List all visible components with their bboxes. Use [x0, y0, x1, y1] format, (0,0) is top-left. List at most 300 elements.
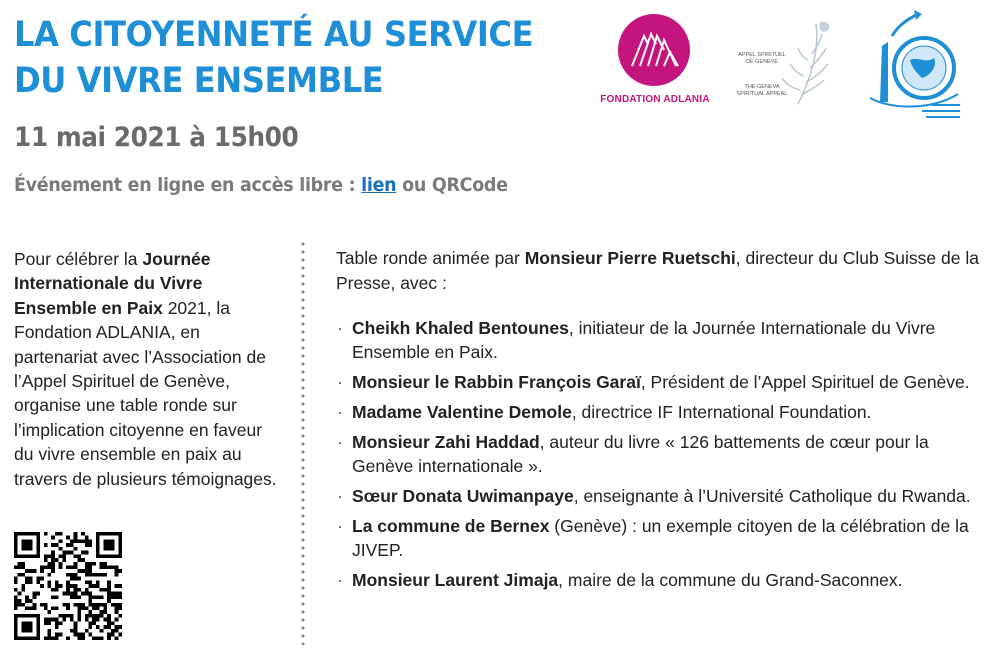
qr-module: [115, 618, 119, 622]
qr-module: [107, 584, 111, 588]
appel-line-1: APPEL SPIRITUEL: [738, 52, 786, 58]
qr-module: [85, 562, 89, 566]
qr-module: [81, 569, 85, 573]
qr-module: [51, 536, 55, 540]
event-suffix: ou QRCode: [396, 174, 508, 196]
qr-module: [85, 566, 89, 570]
qr-module: [25, 606, 29, 610]
qr-module: [77, 554, 81, 558]
qr-module: [29, 621, 33, 625]
qr-module: [77, 577, 81, 581]
qr-module: [21, 584, 25, 588]
qr-module: [118, 569, 122, 573]
qr-module: [18, 592, 22, 596]
qr-module: [51, 595, 55, 599]
qr-module: [55, 588, 59, 592]
qr-module: [118, 554, 122, 558]
qr-module: [36, 614, 40, 618]
qr-module: [59, 532, 63, 536]
qr-module: [14, 532, 18, 536]
appel-line-4: SPIRITUAL APPEAL: [736, 91, 788, 97]
qr-module: [44, 532, 48, 536]
qr-module: [51, 569, 55, 573]
qr-module: [44, 636, 48, 640]
qr-module: [14, 633, 18, 637]
qr-module: [40, 566, 44, 570]
event-link[interactable]: lien: [361, 174, 397, 196]
qr-module: [103, 603, 107, 607]
qr-module: [14, 543, 18, 547]
intro-paragraph: [14, 247, 282, 491]
qr-module: [107, 618, 111, 622]
qr-module: [33, 603, 37, 607]
qr-module: [92, 636, 96, 640]
qr-module: [70, 577, 74, 581]
qr-module: [118, 633, 122, 637]
qr-module: [33, 636, 37, 640]
qr-module: [74, 592, 78, 596]
qr-code[interactable]: [14, 532, 122, 640]
qr-module: [115, 610, 119, 614]
qr-module: [85, 588, 89, 592]
title-line-1: LA CITOYENNETÉ AU SERVICE: [14, 15, 534, 55]
qr-module: [33, 569, 37, 573]
qr-module: [66, 603, 70, 607]
qr-module: [29, 629, 33, 633]
qr-module: [85, 536, 89, 540]
qr-module: [29, 606, 33, 610]
qr-module: [25, 636, 29, 640]
qr-module: [21, 625, 25, 629]
qr-module: [59, 554, 63, 558]
qr-module: [81, 551, 85, 555]
qr-module: [70, 614, 74, 618]
qr-module: [14, 566, 18, 570]
qr-module: [85, 618, 89, 622]
qr-module: [48, 610, 52, 614]
qr-module: [85, 592, 89, 596]
moderator-name: Monsieur Pierre Ruetschi: [524, 248, 736, 268]
qr-module: [66, 614, 70, 618]
qr-module: [70, 595, 74, 599]
qr-module: [77, 569, 81, 573]
qr-module: [59, 547, 63, 551]
qr-module: [107, 554, 111, 558]
qr-module: [115, 606, 119, 610]
qr-module: [103, 543, 107, 547]
title-line-2: DU VIVRE ENSEMBLE: [14, 61, 384, 101]
qr-module: [33, 595, 37, 599]
qr-module: [29, 532, 33, 536]
qr-module: [55, 532, 59, 536]
speaker-name: Sœur Donata Uwimanpaye: [352, 486, 574, 506]
speaker-item: [336, 514, 986, 562]
intro-text-start: Pour célébrer la: [14, 249, 143, 269]
qr-module: [115, 629, 119, 633]
qr-module: [33, 606, 37, 610]
qr-module: [77, 603, 81, 607]
qr-module: [62, 592, 66, 596]
qr-module: [48, 618, 52, 622]
qr-module: [88, 584, 92, 588]
speaker-item: [336, 370, 986, 394]
qr-module: [21, 547, 25, 551]
qr-module: [107, 580, 111, 584]
qr-module: [81, 603, 85, 607]
qr-module: [74, 629, 78, 633]
qr-module: [115, 595, 119, 599]
qr-module: [107, 599, 111, 603]
qr-module: [18, 554, 22, 558]
qr-module: [59, 633, 63, 637]
qr-module: [51, 636, 55, 640]
qr-module: [92, 573, 96, 577]
qr-module: [14, 625, 18, 629]
qr-module: [88, 543, 92, 547]
qr-module: [62, 618, 66, 622]
qr-module: [81, 636, 85, 640]
qr-module: [81, 633, 85, 637]
jivep-logo: [862, 6, 972, 126]
qr-module: [44, 618, 48, 622]
qr-module: [92, 603, 96, 607]
qr-module: [118, 543, 122, 547]
adlania-emblem: [618, 14, 690, 86]
qr-module: [51, 558, 55, 562]
qr-module: [85, 629, 89, 633]
qr-module: [100, 595, 104, 599]
qr-module: [111, 539, 115, 543]
qr-module: [36, 547, 40, 551]
qr-module: [25, 625, 29, 629]
qr-module: [77, 606, 81, 610]
qr-module: [44, 558, 48, 562]
speaker-item: [336, 400, 986, 424]
qr-module: [59, 621, 63, 625]
qr-module: [14, 595, 18, 599]
qr-module: [96, 573, 100, 577]
speaker-name: Madame Valentine Demole: [352, 402, 572, 422]
qr-module: [25, 539, 29, 543]
qr-module: [77, 588, 81, 592]
qr-module: [44, 566, 48, 570]
qr-module: [111, 629, 115, 633]
qr-module: [48, 584, 52, 588]
qr-module: [51, 551, 55, 555]
qr-module: [111, 633, 115, 637]
qr-module: [107, 592, 111, 596]
qr-module: [29, 554, 33, 558]
qr-module: [96, 580, 100, 584]
qr-module: [51, 566, 55, 570]
speaker-name: Monsieur le Rabbin François Garaï: [352, 372, 641, 392]
qr-module: [74, 562, 78, 566]
qr-module: [70, 618, 74, 622]
qr-module: [21, 636, 25, 640]
qr-module: [92, 621, 96, 625]
qr-module: [111, 547, 115, 551]
qr-module: [111, 566, 115, 570]
qr-module: [29, 543, 33, 547]
qr-module: [21, 554, 25, 558]
qr-module: [88, 580, 92, 584]
qr-module: [100, 603, 104, 607]
qr-module: [111, 603, 115, 607]
qr-module: [14, 588, 18, 592]
qr-module: [36, 625, 40, 629]
qr-module: [85, 543, 89, 547]
qr-module: [92, 606, 96, 610]
qr-module: [44, 543, 48, 547]
qr-module: [59, 566, 63, 570]
qr-module: [103, 573, 107, 577]
qr-module: [96, 551, 100, 555]
qr-module: [85, 551, 89, 555]
qr-module: [103, 618, 107, 622]
qr-module: [107, 625, 111, 629]
qr-module: [88, 539, 92, 543]
qr-module: [14, 551, 18, 555]
qr-module: [111, 621, 115, 625]
qr-module: [103, 539, 107, 543]
appel-spirituel-logo: [728, 14, 848, 114]
qr-module: [62, 551, 66, 555]
qr-module: [88, 621, 92, 625]
qr-module: [21, 621, 25, 625]
qr-module: [36, 636, 40, 640]
qr-module: [74, 621, 78, 625]
qr-module: [107, 621, 111, 625]
qr-module: [66, 636, 70, 640]
intro-suffix: , directeur du Club Suisse de la Presse, avec :: [336, 248, 979, 293]
qr-module: [70, 566, 74, 570]
qr-module: [21, 543, 25, 547]
speaker-name: Monsieur Zahi Haddad: [352, 432, 540, 452]
qr-module: [66, 543, 70, 547]
qr-module: [77, 539, 81, 543]
qr-module: [100, 566, 104, 570]
qr-module: [48, 633, 52, 637]
speaker-item: [336, 430, 986, 478]
qr-module: [25, 554, 29, 558]
qr-module: [111, 554, 115, 558]
qr-module: [74, 603, 78, 607]
qr-module: [40, 584, 44, 588]
qr-module: [81, 539, 85, 543]
qr-module: [107, 539, 111, 543]
speaker-desc: , directrice IF International Foundation.: [571, 402, 872, 422]
qr-module: [96, 532, 100, 536]
qr-module: [74, 588, 78, 592]
qr-module: [59, 614, 63, 618]
qr-module: [85, 569, 89, 573]
qr-module: [44, 606, 48, 610]
qr-module: [36, 621, 40, 625]
qr-module: [25, 614, 29, 618]
qr-module: [14, 577, 18, 581]
qr-module: [74, 547, 78, 551]
qr-module: [107, 614, 111, 618]
qr-module: [96, 636, 100, 640]
qr-module: [55, 621, 59, 625]
qr-module: [18, 636, 22, 640]
qr-module: [77, 595, 81, 599]
qr-module: [88, 595, 92, 599]
qr-module: [25, 599, 29, 603]
qr-module: [33, 554, 37, 558]
qr-module: [66, 584, 70, 588]
qr-module: [51, 562, 55, 566]
qr-module: [55, 618, 59, 622]
qr-module: [85, 580, 89, 584]
qr-module: [40, 577, 44, 581]
qr-module: [21, 562, 25, 566]
qr-module: [81, 592, 85, 596]
qr-module: [103, 532, 107, 536]
qr-module: [14, 618, 18, 622]
qr-module: [25, 547, 29, 551]
qr-module: [59, 562, 63, 566]
qr-module: [62, 558, 66, 562]
qr-module: [88, 610, 92, 614]
qr-module: [96, 603, 100, 607]
event-prefix: Événement en ligne en accès libre :: [14, 174, 362, 196]
qr-module: [115, 584, 119, 588]
qr-module: [40, 603, 44, 607]
qr-module: [21, 539, 25, 543]
qr-module: [21, 566, 25, 570]
speaker-desc: , maire de la commune du Grand-Saconnex.: [558, 570, 903, 590]
qr-module: [115, 636, 119, 640]
speaker-desc: , auteur du livre « 126 battements de cœur pour la Genève internationale ».: [352, 432, 929, 476]
qr-module: [115, 569, 119, 573]
qr-module: [36, 618, 40, 622]
qr-module: [103, 625, 107, 629]
qr-module: [14, 539, 18, 543]
qr-module: [77, 558, 81, 562]
intro-prefix: Table ronde animée par: [336, 248, 525, 268]
qr-module: [96, 584, 100, 588]
qr-module: [18, 599, 22, 603]
qr-module: [18, 614, 22, 618]
qr-module: [96, 625, 100, 629]
qr-module: [14, 536, 18, 540]
qr-module: [48, 573, 52, 577]
qr-module: [18, 573, 22, 577]
speaker-desc: (Genève) : un exemple citoyen de la célébration de la JIVEP.: [352, 516, 969, 560]
speaker-name: Cheikh Khaled Bentounes: [352, 318, 569, 338]
qr-module: [74, 554, 78, 558]
qr-module: [100, 614, 104, 618]
qr-module: [33, 614, 37, 618]
adlania-name: FONDATION ADLANIA: [600, 94, 710, 105]
qr-module: [36, 629, 40, 633]
qr-module: [74, 595, 78, 599]
qr-module: [21, 629, 25, 633]
qr-module: [88, 569, 92, 573]
qr-module: [74, 532, 78, 536]
qr-module: [14, 614, 18, 618]
qr-module: [70, 573, 74, 577]
qr-module: [103, 554, 107, 558]
qr-module: [115, 573, 119, 577]
qr-module: [48, 566, 52, 570]
qr-module: [14, 580, 18, 584]
speaker-item: [336, 316, 986, 364]
qr-module: [29, 547, 33, 551]
qr-module: [66, 551, 70, 555]
qr-module: [70, 543, 74, 547]
speaker-name: La commune de Bernex: [352, 516, 550, 536]
qr-module: [85, 614, 89, 618]
qr-module: [51, 606, 55, 610]
qr-module: [44, 554, 48, 558]
speaker-desc: , Président de l’Appel Spirituel de Genève.: [640, 372, 970, 392]
qr-module: [103, 610, 107, 614]
qr-module: [77, 633, 81, 637]
qr-module: [25, 621, 29, 625]
qr-module: [100, 554, 104, 558]
qr-module: [88, 573, 92, 577]
adlania-logo: [600, 14, 710, 114]
qr-module: [77, 610, 81, 614]
speaker-list: [336, 316, 986, 598]
qr-module: [66, 592, 70, 596]
qr-module: [85, 539, 89, 543]
qr-module: [66, 536, 70, 540]
qr-module: [103, 588, 107, 592]
qr-module: [96, 606, 100, 610]
qr-module: [36, 532, 40, 536]
qr-module: [96, 547, 100, 551]
qr-module: [88, 599, 92, 603]
qr-module: [96, 595, 100, 599]
roundtable-intro: [336, 246, 986, 296]
qr-module: [51, 618, 55, 622]
qr-module: [29, 539, 33, 543]
qr-module: [21, 573, 25, 577]
qr-module: [70, 629, 74, 633]
qr-module: [29, 577, 33, 581]
qr-module: [36, 536, 40, 540]
qr-module: [14, 547, 18, 551]
qr-module: [21, 603, 25, 607]
qr-module: [66, 606, 70, 610]
qr-module: [118, 614, 122, 618]
qr-module: [62, 614, 66, 618]
qr-module: [55, 543, 59, 547]
speaker-item: [336, 568, 986, 592]
qr-module: [96, 614, 100, 618]
qr-module: [51, 588, 55, 592]
qr-module: [55, 606, 59, 610]
qr-module: [48, 621, 52, 625]
qr-module: [36, 577, 40, 581]
qr-module: [14, 603, 18, 607]
qr-module: [115, 554, 119, 558]
qr-module: [96, 539, 100, 543]
qr-module: [77, 636, 81, 640]
qr-module: [103, 566, 107, 570]
qr-module: [118, 625, 122, 629]
dotted-divider: [301, 240, 305, 645]
qr-module: [14, 606, 18, 610]
qr-module: [14, 636, 18, 640]
qr-module: [111, 592, 115, 596]
intro-text-rest: 2021, la Fondation ADLANIA, en partenariat avec l’Association de l’Appel Spirituel de Genève, organise une table ronde sur l’implication citoyenne en faveur du vivre ensemble en paix au travers de plusieurs témoignages.: [14, 297, 277, 489]
qr-module: [62, 603, 66, 607]
qr-module: [85, 573, 89, 577]
